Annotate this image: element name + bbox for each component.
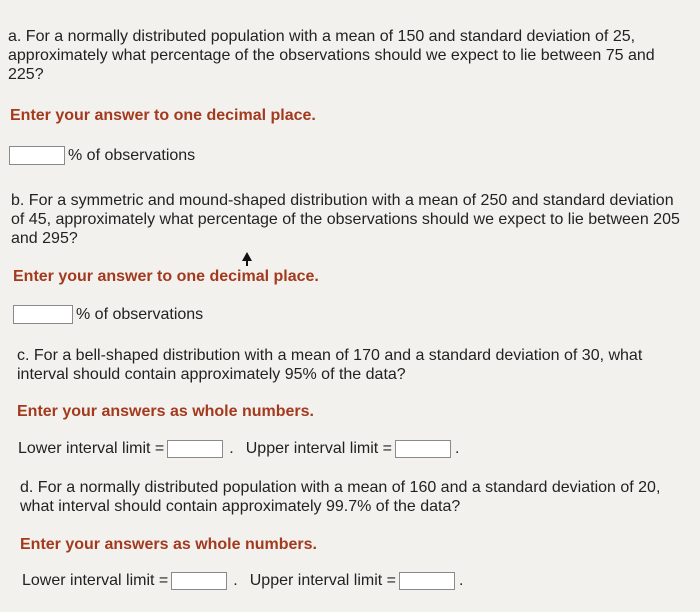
question-c-lower-label: Lower interval limit = [18,440,165,457]
question-a-instruction: Enter your answer to one decimal place. [10,107,316,124]
question-a-answer-input[interactable] [9,146,65,165]
question-d-separator: . [233,572,238,589]
question-c-lower-input[interactable] [167,440,223,458]
question-d-instruction: Enter your answers as whole numbers. [20,536,317,553]
question-b-answer-input[interactable] [13,305,73,324]
question-c-text: c. For a bell-shaped distribution with a mean of 170 and a standard deviation of 30, what interval should contain approximately 95% of the data? [17,347,643,383]
question-d-upper-label: Upper interval limit = [249,572,397,589]
question-d-lower-label: Lower interval limit = [22,572,169,589]
question-d-upper-input[interactable] [399,572,455,590]
question-d-text: d. For a normally distributed population with a mean of 160 and a standard deviation of 20, what interval should contain approximately 99.7% of the data? [20,479,661,515]
question-b-instruction: Enter your answer to one decimal place. [13,268,319,285]
question-c-answer-row [18,440,459,458]
question-a-answer-row [9,146,195,165]
question-c-period: . [455,440,460,457]
question-c-separator: . [229,440,234,457]
question-b-unit-label: % of observations [76,305,204,323]
question-b-answer-row [13,305,203,324]
question-c-instruction: Enter your answers as whole numbers. [17,403,314,420]
question-a-text: a. For a normally distributed population with a mean of 150 and standard deviation of 25, approximately what percentage of the observations should we expect to lie between 75 and 225? [8,28,655,83]
mouse-cursor-icon [242,252,252,261]
question-d-answer-row [22,572,463,590]
question-c-upper-label: Upper interval limit = [245,440,393,457]
question-b-text: b. For a symmetric and mound-shaped distribution with a mean of 250 and standard deviation of 45, approximately what percentage of the observations should we expect to lie between 205 and 295? [11,192,680,247]
question-c-upper-input[interactable] [395,440,451,458]
question-d-period: . [459,572,464,589]
question-a-unit-label: % of observations [68,146,196,164]
question-d-lower-input[interactable] [171,572,227,590]
